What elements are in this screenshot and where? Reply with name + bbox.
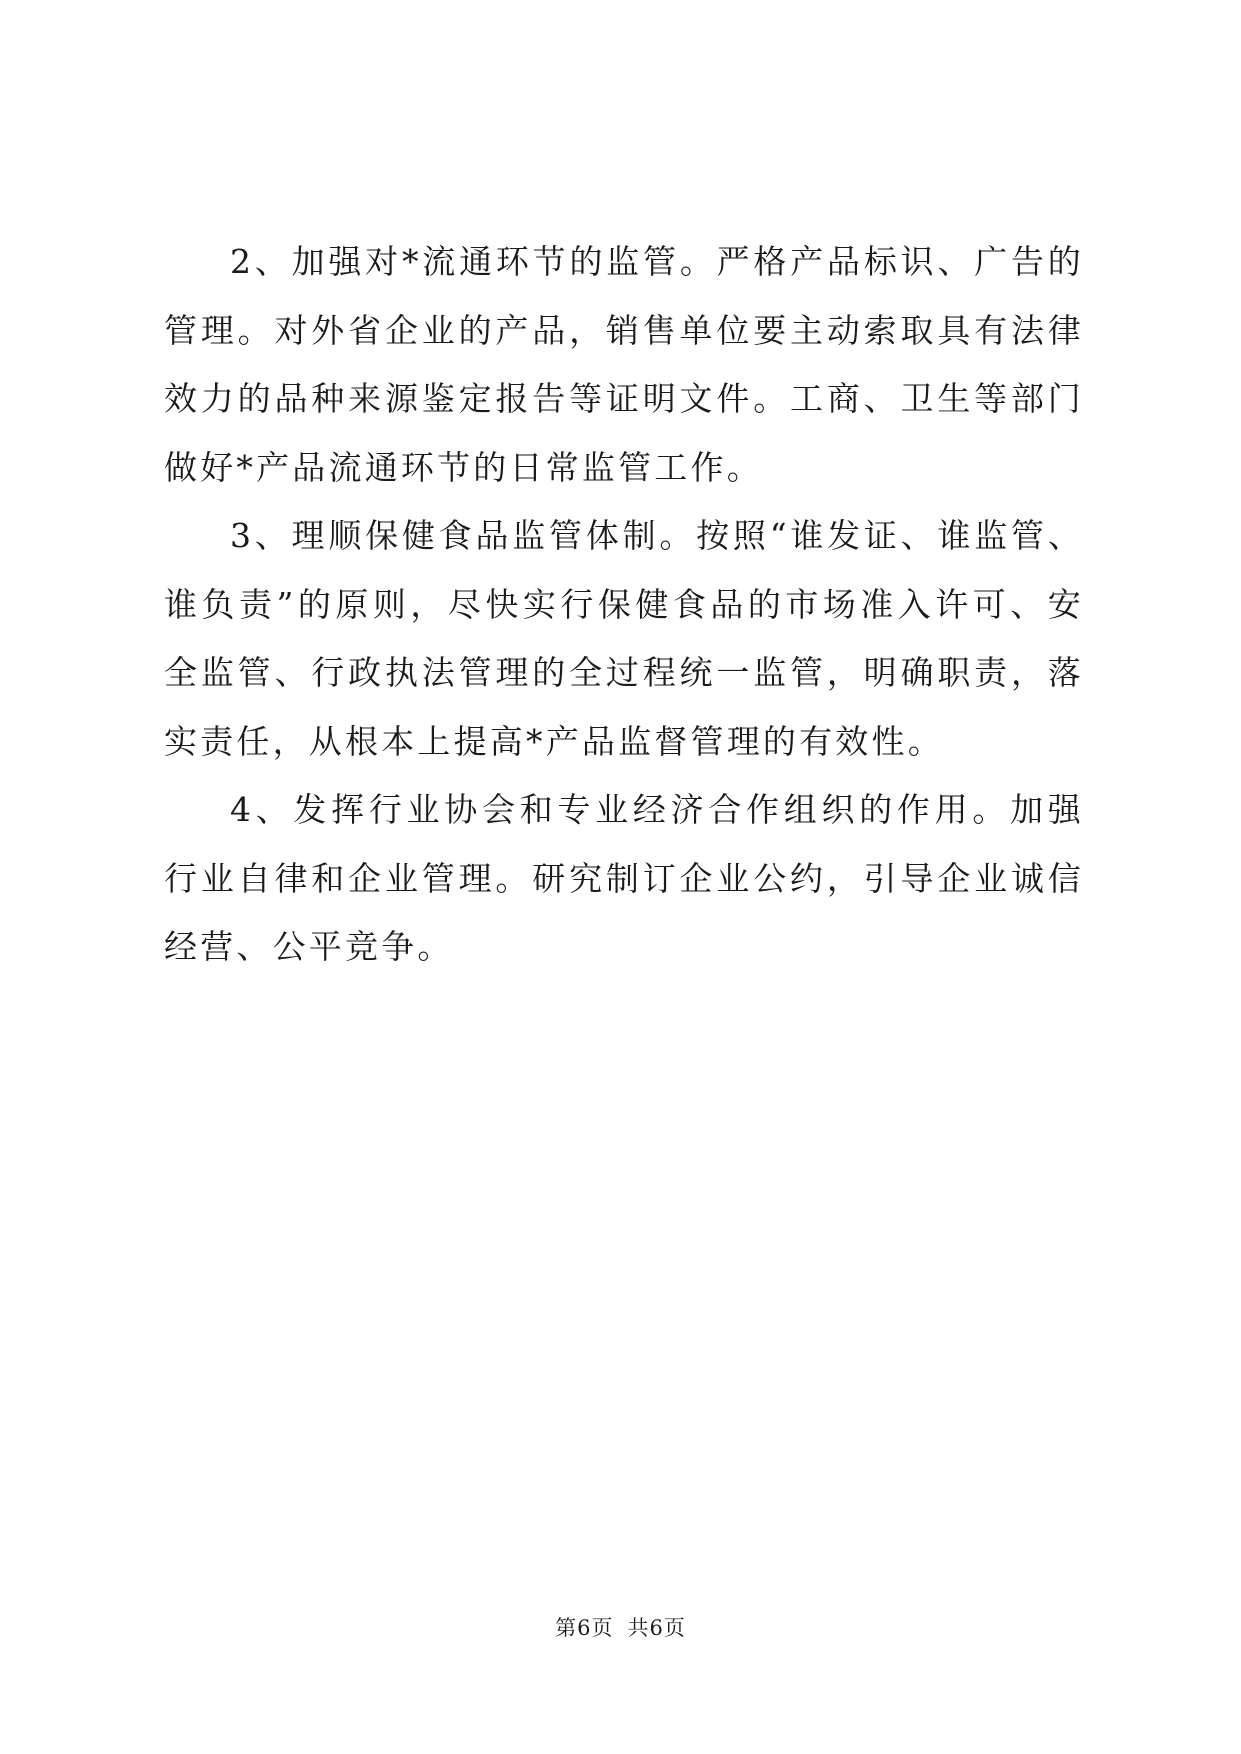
paragraph-4: 4、发挥行业协会和专业经济合作组织的作用。加强行业自律和企业管理。研究制订企业公约，引导企业诚信经营、公平竞争。	[164, 790, 1084, 966]
page-number-current: 第6页	[555, 1616, 614, 1640]
paragraph-3: 3、理顺保健食品监管体制。按照“谁发证、谁监管、谁负责”的原则，尽快实行保健食品的市场准入许可、安全监管、行政执法管理的全过程统一监管，明确职责，落实责任，从根本上提高*产品监督管理的有效性。	[164, 516, 1084, 761]
paragraph-2: 2、加强对*流通环节的监管。严格产品标识、广告的管理。对外省企业的产品，销售单位要主动索取具有法律效力的品种来源鉴定报告等证明文件。工商、卫生等部门做好*产品流通环节的日常监管工作。	[164, 242, 1084, 487]
document-body	[164, 228, 1084, 982]
page-number-total: 共6页	[627, 1616, 686, 1640]
page-footer	[0, 1612, 1241, 1642]
